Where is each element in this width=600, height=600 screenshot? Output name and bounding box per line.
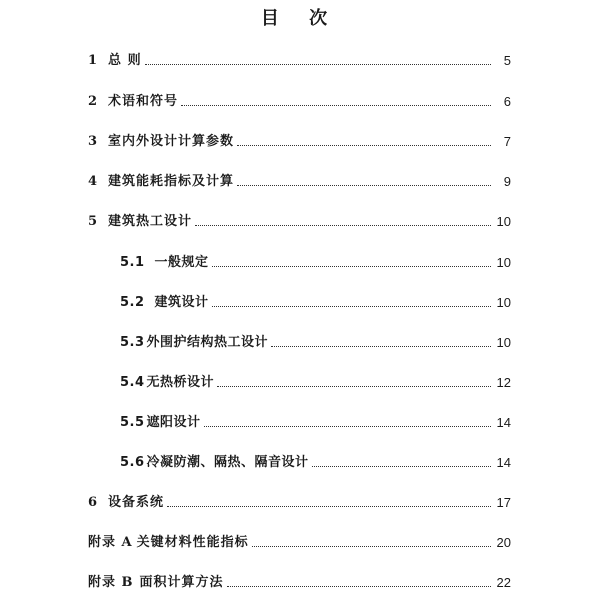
page-title: 目 次 — [260, 8, 340, 29]
toc-entry-number: 附录 B — [88, 575, 134, 590]
toc-entry-label: 设备系统 — [108, 495, 165, 510]
toc-entry-label: 室内外设计计算参数 — [108, 134, 235, 149]
toc-entry-label: 总 则 — [108, 53, 142, 68]
dot-leader — [227, 585, 491, 587]
dot-leader — [204, 425, 491, 427]
toc-entry-1[interactable] — [88, 51, 511, 69]
toc-entry-number: 6 — [88, 495, 99, 510]
toc-entry-page: 12 — [496, 375, 511, 390]
dot-leader — [312, 465, 491, 467]
toc-entry-number: 5.4 — [120, 375, 145, 390]
toc-entry-number: 4 — [88, 174, 99, 189]
toc-entry-label: 遮阳设计 — [146, 415, 201, 430]
toc-entry-page: 9 — [503, 174, 511, 189]
toc-entry-label: 无热桥设计 — [146, 375, 215, 390]
toc-entry-5-6[interactable] — [120, 453, 511, 471]
dot-leader — [237, 184, 491, 186]
toc-entry-number: 5.6 — [120, 455, 145, 470]
toc-entry-2[interactable] — [88, 92, 511, 110]
toc-entry-5-5[interactable] — [120, 413, 511, 431]
toc-entry-label: 建筑能耗指标及计算 — [108, 174, 235, 189]
toc-entry-page: 10 — [496, 214, 511, 229]
toc-entry-page: 22 — [496, 575, 511, 590]
toc-entry-number: 2 — [88, 94, 99, 109]
toc-entry-label: 冷凝防潮、隔热、隔音设计 — [146, 455, 309, 470]
dot-leader — [167, 505, 491, 507]
toc-entry-number: 1 — [88, 53, 99, 68]
dot-leader — [252, 545, 491, 547]
toc-entry-number: 5 — [88, 214, 99, 229]
toc-entry-page: 10 — [496, 295, 511, 310]
toc-entry-page: 17 — [496, 495, 511, 510]
dot-leader — [195, 224, 491, 226]
toc-entry-number: 5.1 — [120, 255, 145, 270]
dot-leader — [145, 63, 491, 65]
toc-entry-5[interactable] — [88, 212, 511, 230]
toc-entry-page: 10 — [496, 335, 511, 350]
toc-entry-label: 术语和符号 — [108, 94, 179, 109]
toc-entry-page: 5 — [503, 53, 511, 68]
toc-entry-label: 面积计算方法 — [139, 575, 224, 590]
toc-entry-5-4[interactable] — [120, 373, 511, 391]
toc-entry-number: 5.2 — [120, 295, 145, 310]
toc-entry-3[interactable] — [88, 132, 511, 150]
toc-entry-page: 14 — [496, 455, 511, 470]
dot-leader — [212, 265, 491, 267]
dot-leader — [237, 144, 491, 146]
toc-entry-number: 附录 A — [88, 535, 133, 550]
toc-entry-5-1[interactable] — [120, 253, 511, 271]
toc-entry-label: 一般规定 — [154, 255, 209, 270]
toc-entry-label: 外围护结构热工设计 — [146, 335, 269, 350]
toc-entry-appendix-a[interactable] — [88, 533, 511, 551]
dot-leader — [271, 345, 491, 347]
toc-entry-page: 20 — [496, 535, 511, 550]
toc-entry-page: 14 — [496, 415, 511, 430]
toc-entry-4[interactable] — [88, 172, 511, 190]
toc-entry-page: 6 — [503, 94, 511, 109]
toc-entry-label: 关键材料性能指标 — [136, 535, 249, 550]
dot-leader — [217, 385, 491, 387]
toc-entry-page: 10 — [496, 255, 511, 270]
toc-entry-label: 建筑设计 — [154, 295, 209, 310]
toc-entry-number: 5.5 — [120, 415, 145, 430]
toc-entry-page: 7 — [503, 134, 511, 149]
dot-leader — [212, 305, 491, 307]
toc-entry-5-3[interactable] — [120, 333, 511, 351]
toc-entry-label: 建筑热工设计 — [108, 214, 193, 229]
toc-entry-6[interactable] — [88, 493, 511, 511]
toc-entry-5-2[interactable] — [120, 293, 511, 311]
dot-leader — [181, 104, 491, 106]
toc-entry-appendix-b[interactable] — [88, 573, 511, 591]
toc-entry-number: 3 — [88, 134, 99, 149]
toc-entry-number: 5.3 — [120, 335, 145, 350]
